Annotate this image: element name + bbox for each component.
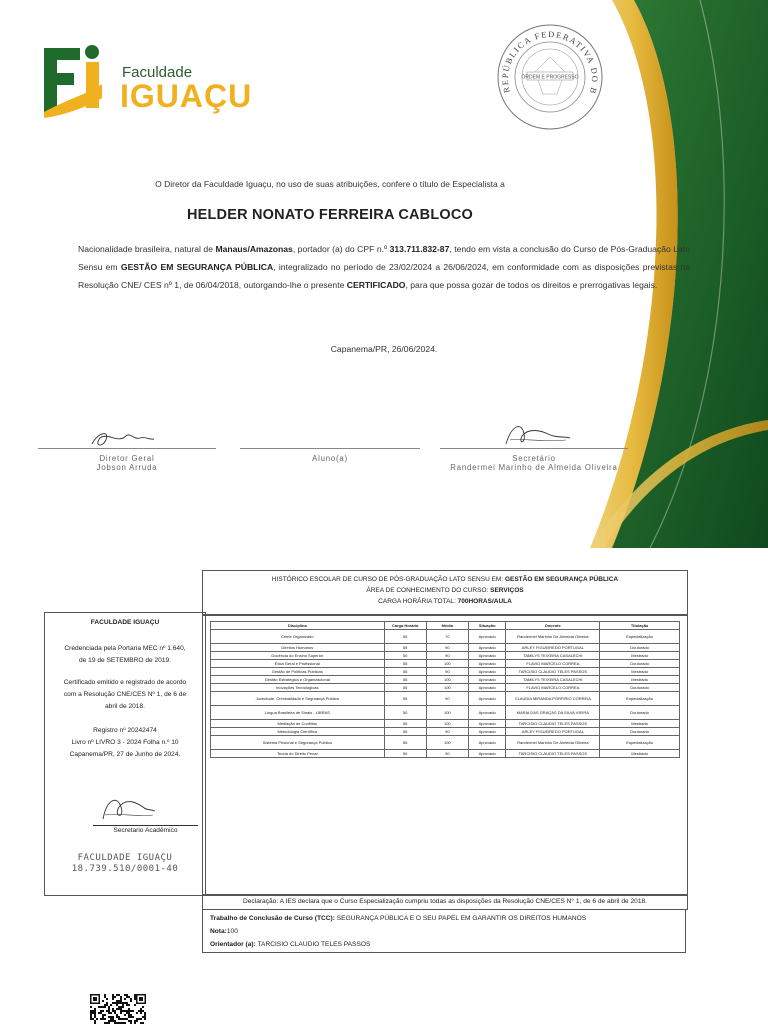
table-row — [211, 720, 680, 728]
stamp-name: FACULDADE IGUAÇU — [77, 853, 173, 863]
table-cell: CLAUDIA MIRANDA PORFIRIO CORREIA — [506, 692, 600, 706]
institution-title: FACULDADE IGUAÇU — [90, 619, 160, 626]
certificate-intro: O Diretor da Faculdade Iguaçu, no uso de suas atribuições, confere o título de Especialista a — [155, 179, 505, 189]
table-cell: Mestrado — [600, 720, 680, 728]
table-cell: 100 — [426, 706, 468, 720]
table-cell: Direitos Humanos — [211, 644, 385, 652]
table-cell: FLAVIO MARCELO CORREA — [506, 684, 600, 692]
tcc-label: Trabalho de Conclusão de Curso (TCC): — [210, 915, 335, 922]
table-cell: Teoria do Direito Penal — [211, 750, 385, 758]
table-cell: Doutorado — [600, 644, 680, 652]
certificado-word: CERTIFICADO — [346, 280, 406, 290]
advisor-label: Orientador (a): — [210, 941, 256, 948]
table-cell: Aprovado — [468, 676, 506, 684]
table-row — [211, 684, 680, 692]
table-cell: 55 — [384, 736, 426, 750]
table-cell: Mestrado — [600, 676, 680, 684]
cred-line: Credenciada pela Portaria MEC nº 1.640, — [64, 645, 186, 652]
table-cell: 90 — [426, 750, 468, 758]
table-cell: 70 — [426, 630, 468, 644]
table-row — [211, 644, 680, 652]
table-cell: FLAVIO MARCELO CORREA — [506, 660, 600, 668]
table-cell: TARCISIO CLAUDIO TELES PASSOS — [506, 750, 600, 758]
table-cell: 100 — [426, 720, 468, 728]
secretary-signature-line — [440, 448, 628, 484]
certificate-body — [78, 240, 690, 294]
table-cell: Randermei Marinho De Almeida Oliveira — [506, 630, 600, 644]
table-cell: TARCISIO CLAUDIO TELES PASSOS — [506, 668, 600, 676]
body-part: , portador (a) do CPF n.º — [292, 244, 390, 254]
table-cell: Aprovado — [468, 706, 506, 720]
table-cell: ARLEY FIGUEIREDO PORTUGAL — [506, 728, 600, 736]
table-cell: Aprovado — [468, 736, 506, 750]
cert-line: com a Resolução CNE/CES Nº 1, de 6 de — [63, 691, 187, 698]
body-part: Nacionalidade brasileira, natural de — [78, 244, 216, 254]
table-cell: Gestão de Políticas Públicas — [211, 668, 385, 676]
table-cell: TAMILYS TEIXEIRA CASALECHI — [506, 676, 600, 684]
director-name: Jobson Arruda — [96, 463, 158, 472]
history-header-line2 — [203, 585, 687, 596]
table-row — [211, 692, 680, 706]
table-cell: 90 — [426, 692, 468, 706]
header-prefix: HISTÓRICO ESCOLAR DE CURSO DE PÓS-GRADUAÇÃO LATO SENSU EM: — [271, 576, 505, 583]
student-signature-line — [240, 448, 420, 484]
table-cell: 55 — [384, 676, 426, 684]
table-cell: 55 — [384, 684, 426, 692]
table-cell: Randermei Marinho De Almeida Oliveira — [506, 736, 600, 750]
director-signature-line — [38, 448, 216, 484]
grade-line — [210, 925, 685, 938]
student-role: Aluno(a) — [312, 454, 348, 463]
table-cell: Doutorado — [600, 684, 680, 692]
table-cell: Especialização — [600, 630, 680, 644]
header-prefix: ÁREA DE CONHECIMENTO DO CURSO: — [366, 587, 491, 594]
brasil-seal — [495, 22, 605, 132]
column-header: Docente — [506, 622, 600, 630]
secretary-signature-icon — [500, 420, 575, 450]
header-hours: 700HORAS/AULA — [457, 598, 512, 605]
table-row — [211, 706, 680, 720]
table-cell: Aprovado — [468, 750, 506, 758]
table-cell: Metodologia Científica — [211, 728, 385, 736]
graduate-name: HELDER NONATO FERREIRA CABLOCO — [186, 207, 474, 223]
table-cell: Aprovado — [468, 644, 506, 652]
advisor-line — [210, 938, 685, 951]
table-cell: Docência do Ensino Superior — [211, 652, 385, 660]
table-cell: Gestão Estratégica e Organizacional — [211, 676, 385, 684]
table-cell: Doutorado — [600, 660, 680, 668]
grade-value: 100 — [226, 928, 238, 935]
body-part: , para que possa gozar de todos os direitos e prerrogativas legais. — [405, 280, 658, 290]
table-cell: 50 — [384, 750, 426, 758]
table-cell: Aprovado — [468, 720, 506, 728]
table-cell: 50 — [384, 706, 426, 720]
cert-line: Certificado emitido e registrado de acordo — [63, 679, 187, 686]
course-name: GESTÃO EM SEGURANÇA PÚBLICA — [120, 262, 274, 272]
column-header: Situação — [468, 622, 506, 630]
table-cell: 100 — [426, 676, 468, 684]
table-body — [211, 630, 680, 758]
national-seal-icon — [495, 22, 605, 132]
registry-line: Registro nº 20242474 — [93, 727, 157, 734]
director-role: Diretor Geral — [99, 454, 155, 463]
registry-line: Livro nº LIVRO 3 - 2024 Folha n.º 10 — [71, 739, 179, 746]
faculdade-iguacu-logo — [40, 40, 290, 130]
disciplines-table-box — [202, 614, 688, 896]
history-header — [202, 570, 688, 616]
table-cell: 100 — [426, 660, 468, 668]
table-header-row — [211, 622, 680, 630]
table-row — [211, 728, 680, 736]
table-cell: 90 — [426, 644, 468, 652]
institution-stamp — [45, 853, 205, 875]
table-cell: ARLEY FIGUEIREDO PORTUGAL — [506, 644, 600, 652]
body-part: , tendo em vista a conclusão do Curso de Pós-Graduação Lato Sensu em — [78, 244, 691, 272]
tcc-box — [202, 909, 686, 953]
table-cell: 50 — [384, 652, 426, 660]
table-cell: Ética Geral e Profissional — [211, 660, 385, 668]
table-cell: 90 — [426, 668, 468, 676]
registry-line: Capanema/PR, 27 de Junho de 2024. — [69, 751, 181, 758]
table-cell: 90 — [426, 652, 468, 660]
table-cell: Mestrado — [600, 750, 680, 758]
birthplace: Manaus/Amazonas — [215, 244, 293, 254]
logo-brand-small: Faculdade — [122, 64, 193, 81]
table-row — [211, 736, 680, 750]
table-cell: Mestrado — [600, 652, 680, 660]
table-cell: Especialização — [600, 736, 680, 750]
table-row — [211, 660, 680, 668]
table-cell: TARCISIO CLAUDIO TELES PASSOS — [506, 720, 600, 728]
table-cell: Aprovado — [468, 652, 506, 660]
header-area: SERVIÇOS — [490, 587, 524, 594]
table-cell: Aprovado — [468, 684, 506, 692]
column-header: Carga Horária — [384, 622, 426, 630]
table-cell: Mestrado — [600, 668, 680, 676]
table-cell: 55 — [384, 728, 426, 736]
table-cell: Aprovado — [468, 630, 506, 644]
qr-code-icon[interactable] — [88, 992, 148, 1024]
table-row — [211, 668, 680, 676]
table-cell: Juventude, Criminalidade e Segurança Pública — [211, 692, 385, 706]
place-date: Capanema/PR, 26/06/2024. — [330, 344, 438, 354]
column-header: Titulação — [600, 622, 680, 630]
academic-secretary-line — [93, 825, 198, 826]
cert-line: abril de 2018. — [105, 703, 145, 710]
table-cell: 55 — [384, 630, 426, 644]
header-course: GESTÃO EM SEGURANÇA PÚBLICA — [504, 576, 619, 583]
tcc-title: SEGURANÇA PÚBLICA E O SEU PAPEL EM GARANTIR OS DIREITOS HUMANOS — [334, 915, 587, 922]
history-header-line3 — [203, 596, 687, 607]
institution-info-box — [44, 612, 206, 896]
table-cell: 100 — [426, 684, 468, 692]
table-row — [211, 750, 680, 758]
header-prefix: CARGA HORÁRIA TOTAL: — [378, 598, 458, 605]
table-cell: Especialização — [600, 692, 680, 706]
director-signature-icon — [88, 428, 158, 450]
secretary-name: Randermei Marinho de Almeida Oliveira — [450, 463, 618, 472]
declaration: Declaração: A IES declara que o Curso Especialização cumpriu todas as disposições da Resolução CNE/CES N° 1, de 6 de abril de 2018. — [202, 894, 688, 910]
table-cell: Inovações Tecnológicas — [211, 684, 385, 692]
seal-outer-text: REPÚBLICA FEDERATIVA DO B — [499, 29, 601, 97]
tcc-line — [210, 912, 685, 925]
academic-secretary-signature-icon — [97, 791, 157, 825]
academic-secretary-label: Secretario Acadêmico — [113, 827, 178, 834]
table-cell: Aprovado — [468, 660, 506, 668]
table-cell: Mediação de Conflitos — [211, 720, 385, 728]
table-cell: Aprovado — [468, 692, 506, 706]
table-cell: 55 — [384, 660, 426, 668]
table-cell: TAMILYS TEIXEIRA CASALECHI — [506, 652, 600, 660]
table-row — [211, 652, 680, 660]
column-header: Média — [426, 622, 468, 630]
cred-line: de 19 de SETEMBRO de 2019. — [78, 657, 171, 664]
table-cell: 55 — [384, 720, 426, 728]
table-cell: Língua Brasileira de Sinais - LIBRAS — [211, 706, 385, 720]
table-cell: MARIA DAS GRAÇAS DA SILVA VIEIRA — [506, 706, 600, 720]
seal-motto: ORDEM E PROGRESSO — [521, 74, 579, 81]
table-cell: Doutorado — [600, 728, 680, 736]
table-cell: Sistema Prisional e Segurança Pública — [211, 736, 385, 750]
table-cell: 55 — [384, 668, 426, 676]
table-cell: 90 — [426, 728, 468, 736]
table-cell: Aprovado — [468, 668, 506, 676]
table-cell: 100 — [426, 736, 468, 750]
secretary-role: Secretário — [512, 454, 556, 463]
body-part: , integralizado no período de 23/02/2024 a 26/06/2024, em conformidade com as disposições previstas na Resolução CNE/ CES nº 1, de 06/04/2018, outorgando-lhe o presente — [78, 262, 690, 290]
table-cell: 55 — [384, 692, 426, 706]
cpf-number: 313.711.832-87 — [389, 244, 450, 254]
stamp-cnpj: 18.739.510/0001-40 — [71, 864, 179, 874]
table-cell: 55 — [384, 644, 426, 652]
history-header-line1 — [203, 574, 687, 585]
table-row — [211, 676, 680, 684]
table-row — [211, 630, 680, 644]
column-header: Disciplina — [211, 622, 385, 630]
disciplines-table — [210, 621, 680, 758]
advisor-value: TARCISIO CLAUDIO TELES PASSOS — [255, 941, 371, 948]
logo-brand-large: IGUAÇU — [120, 78, 253, 114]
table-cell: Doutorado — [600, 706, 680, 720]
table-cell: Aprovado — [468, 728, 506, 736]
grade-label: Nota: — [210, 928, 227, 935]
table-cell: Crime Organizado — [211, 630, 385, 644]
